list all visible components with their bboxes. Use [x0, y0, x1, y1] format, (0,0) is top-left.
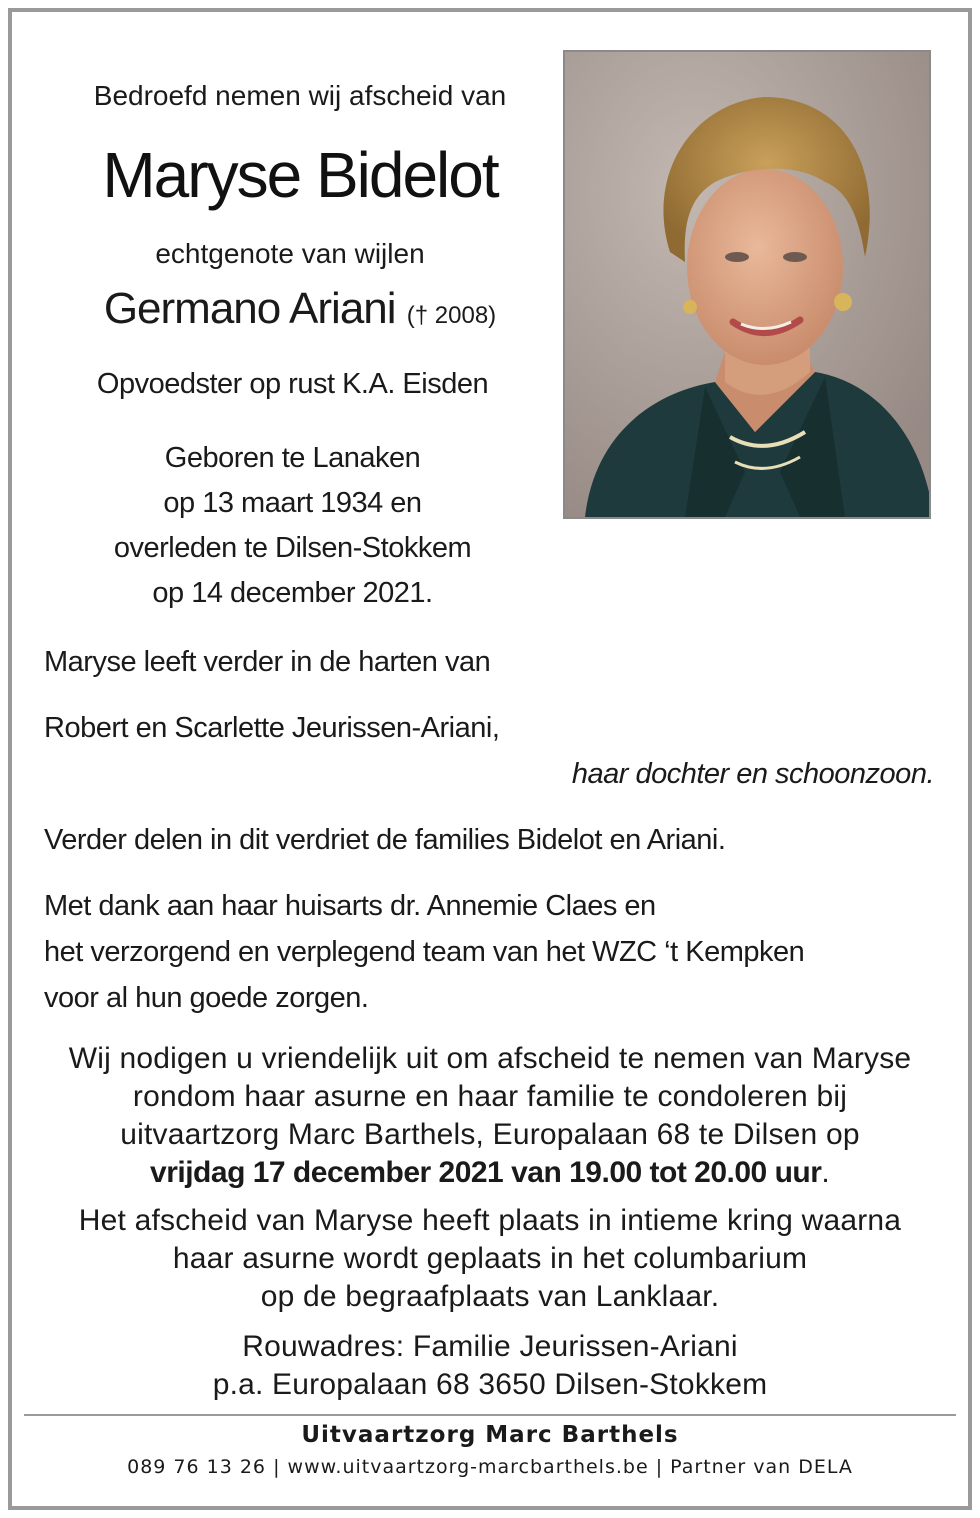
spouse-name: Germano Ariani	[103, 284, 396, 333]
funeral-home-name: Uitvaartzorg Marc Barthels	[301, 1422, 679, 1448]
footer-divider	[24, 1414, 956, 1416]
footer-contact	[20, 1456, 960, 1478]
thanks-line-3: voor al hun goede zorgen.	[44, 982, 369, 1014]
thanks-line-1: Met dank aan haar huisarts dr. Annemie Claes en	[44, 890, 656, 922]
invite-line-2: rondom haar asurne en haar familie te condoleren bij	[132, 1080, 848, 1113]
address-line-2: p.a. Europalaan 68 3650 Dilsen-Stokkem	[212, 1368, 768, 1401]
invite-period: .	[821, 1156, 830, 1189]
family-relation: haar dochter en schoonzoon.	[571, 758, 934, 790]
thanks-line-2: het verzorgend en verplegend team van het WZC ‘t Kempken	[44, 936, 805, 968]
farewell-block	[20, 1202, 960, 1316]
invite-line-3: uitvaartzorg Marc Barthels, Europalaan 68 te Dilsen op	[120, 1118, 860, 1151]
remembered-line: Maryse leeft verder in de harten van	[44, 646, 491, 678]
visitation-date: vrijdag 17 december 2021 van 19.00 tot 20.00 uur	[150, 1156, 822, 1189]
invite-line-1: Wij nodigen u vriendelijk uit om afscheid te nemen van Maryse	[68, 1042, 912, 1075]
address-line-1: Rouwadres: Familie Jeurissen-Ariani	[242, 1330, 738, 1363]
separator-1: |	[273, 1456, 281, 1478]
spouse-label: echtgenote van wijlen	[155, 238, 425, 269]
invitation-block	[20, 1040, 960, 1192]
invite-date-line	[20, 1154, 960, 1192]
website-link[interactable]: www.uitvaartzorg-marcbarthels.be	[287, 1456, 649, 1478]
separator-2: |	[655, 1456, 664, 1478]
mourning-address-block	[20, 1328, 960, 1404]
born-line-4: op 14 december 2021.	[152, 577, 433, 609]
farewell-line-1: Het afscheid van Maryse heeft plaats in intieme kring waarna	[78, 1204, 902, 1237]
phone-number[interactable]: 089 76 13 26	[127, 1456, 267, 1478]
other-families: Verder delen in dit verdriet de families Bidelot en Ariani.	[44, 824, 726, 856]
farewell-line-3: op de begraafplaats van Lanklaar.	[260, 1280, 720, 1313]
birth-death-block	[20, 436, 565, 616]
born-line-1: Geboren te Lanaken	[164, 442, 421, 474]
partner-text: Partner van DELA	[670, 1456, 853, 1478]
intro-text: Bedroefd nemen wij afscheid van	[93, 80, 507, 111]
family-names: Robert en Scarlette Jeurissen-Ariani,	[44, 712, 500, 744]
portrait-illustration	[565, 52, 929, 517]
born-line-3: overleden te Dilsen-Stokkem	[113, 532, 472, 564]
born-line-2: op 13 maart 1934 en	[163, 487, 422, 519]
spouse-line	[20, 284, 580, 334]
spouse-death-year: († 2008)	[406, 302, 497, 329]
occupation: Opvoedster op rust K.A. Eisden	[96, 368, 489, 400]
deceased-name: Maryse Bidelot	[102, 139, 498, 211]
farewell-line-2: haar asurne wordt geplaats in het columbarium	[172, 1242, 808, 1275]
portrait-photo	[563, 50, 931, 519]
